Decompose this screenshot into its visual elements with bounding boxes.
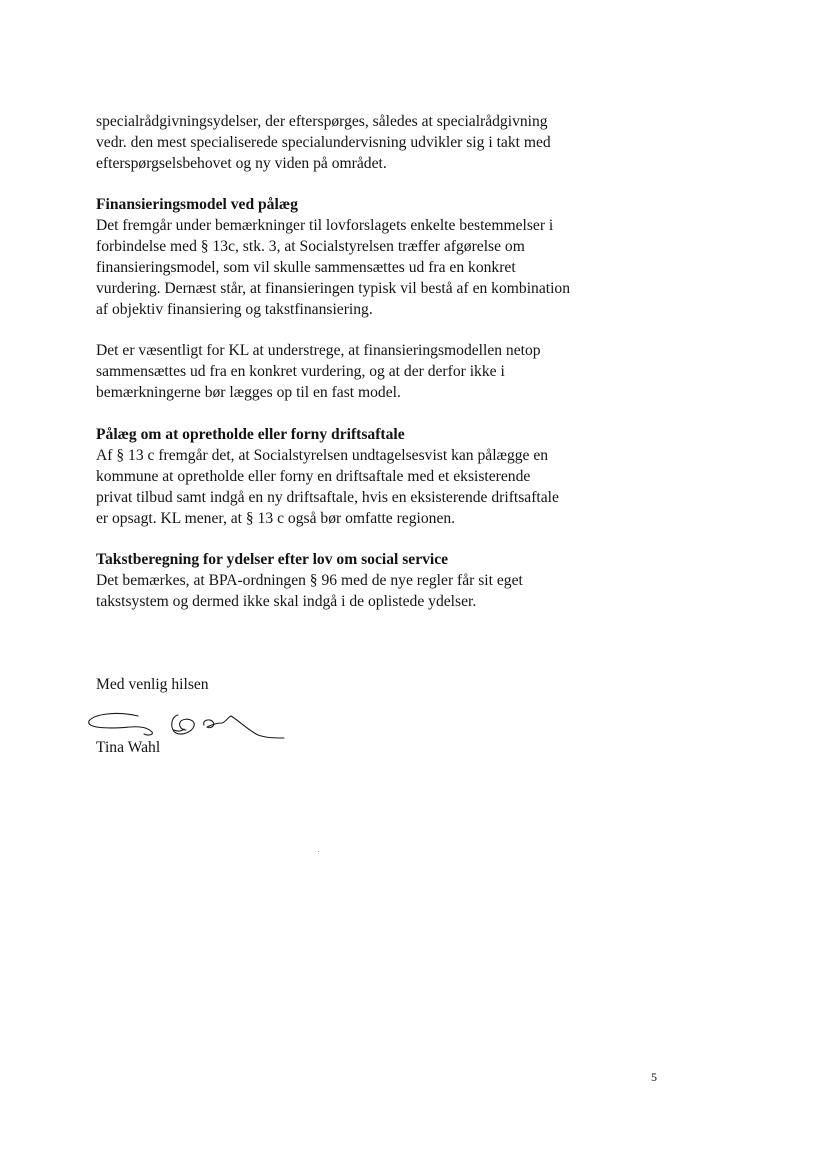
signatory-name: Tina Wahl — [96, 739, 161, 756]
paragraph-kl-emphasis — [96, 340, 636, 403]
section-heading: Finansieringsmodel ved pålæg — [96, 196, 298, 213]
text-line: takstsystem og dermed ikke skal indgå i de oplistede ydelser. — [96, 593, 477, 610]
text-line: vedr. den mest specialiserede specialundervisning udvikler sig i takt med — [96, 134, 551, 151]
scan-speck — [318, 851, 319, 852]
text-line: bemærkningerne bør lægges op til en fast model. — [96, 384, 401, 401]
section-operating-agreement — [96, 424, 636, 529]
text-line: kommune at opretholde eller forny en driftsaftale med et eksisterende — [96, 468, 531, 485]
text-line: Det bemærkes, at BPA-ordningen § 96 med de nye regler får sit eget — [96, 572, 523, 589]
closing-line — [96, 674, 636, 695]
text-line: af objektiv finansiering og takstfinansiering. — [96, 301, 373, 318]
section-heading: Takstberegning for ydelser efter lov om social service — [96, 551, 449, 568]
text-line: privat tilbud samt indgå en ny driftsaftale, hvis en eksisterende driftsaftale — [96, 489, 559, 506]
text-line: finansieringsmodel, som vil skulle sammensættes ud fra en konkret — [96, 259, 516, 276]
text-line: forbindelse med § 13c, stk. 3, at Socialstyrelsen træffer afgørelse om — [96, 238, 525, 255]
section-heading: Pålæg om at opretholde eller forny driftsaftale — [96, 426, 405, 443]
text-line: vurdering. Dernæst står, at finansieringen typisk vil bestå af en kombination — [96, 280, 571, 297]
text-line: specialrådgivningsydelser, der efterspørges, således at specialrådgivning — [96, 113, 548, 130]
signatory-block — [96, 737, 636, 758]
text-line: efterspørgselsbehovet og ny viden på området. — [96, 155, 387, 172]
closing-text: Med venlig hilsen — [96, 676, 209, 693]
text-line: Det fremgår under bemærkninger til lovforslagets enkelte bestemmelser i — [96, 217, 554, 234]
page-number: 5 — [651, 1070, 657, 1084]
intro-paragraph — [96, 111, 636, 174]
text-line: Det er væsentligt for KL at understrege, at finansieringsmodellen netop — [96, 342, 541, 359]
section-financing-model — [96, 194, 636, 320]
text-line: sammensættes ud fra en konkret vurdering, og at der derfor ikke i — [96, 363, 505, 380]
section-rate-calculation — [96, 549, 636, 612]
text-line: er opsagt. KL mener, at § 13 c også bør omfatte regionen. — [96, 510, 456, 527]
text-line: Af § 13 c fremgår det, at Socialstyrelsen undtagelsesvist kan pålægge en — [96, 447, 549, 464]
